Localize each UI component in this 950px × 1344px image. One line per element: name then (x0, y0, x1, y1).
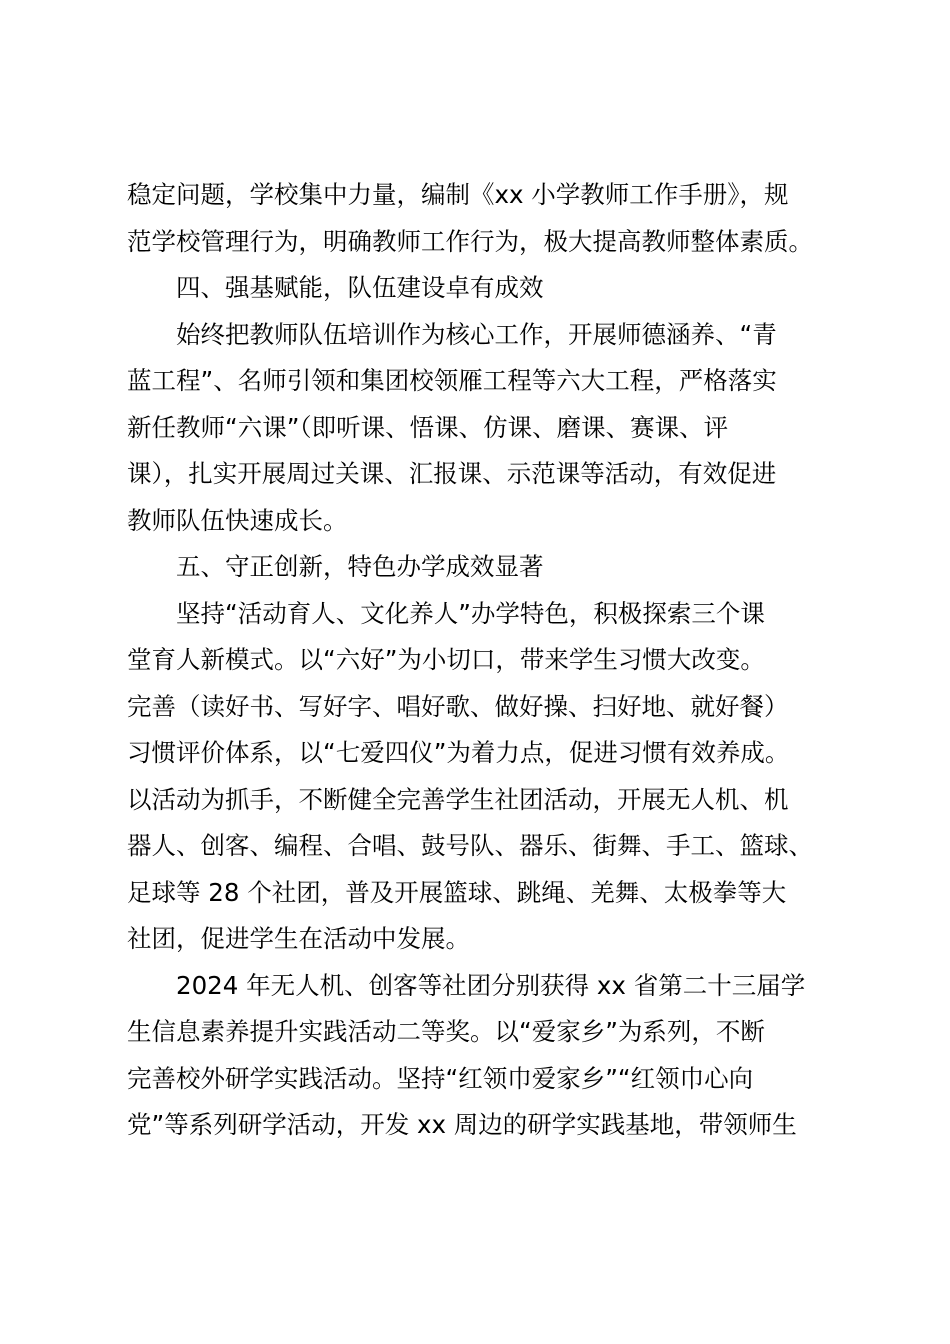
text-line: 器人、创客、编程、合唱、鼓号队、器乐、街舞、手工、篮球、 (127, 831, 813, 860)
text-line: 教师队伍快速成长。 (127, 505, 348, 535)
text-line: 稳定问题，学校集中力量，编制《xx 小学教师工作手册》，规 (127, 180, 789, 209)
document-body (127, 172, 867, 1149)
text-line: 2024 年无人机、创客等社团分别获得 xx 省第二十三届学 (176, 970, 806, 1000)
text-line: 党”等系列研学活动，开发 xx 周边的研学实践基地，带领师生 (127, 1110, 797, 1139)
text-line: 社团，促进学生在活动中发展。 (127, 924, 470, 953)
text-line: 生信息素养提升实践活动二等奖。以“爱家乡”为系列，不断 (127, 1017, 765, 1046)
section-heading: 四、强基赋能，队伍建设卓有成效 (176, 273, 544, 302)
text-line: 课），扎实开展周过关课、汇报课、示范课等活动，有效促进 (127, 459, 777, 488)
section-heading: 五、守正创新，特色办学成效显著 (176, 552, 544, 581)
text-line: 足球等 28 个社团，普及开展篮球、跳绳、羌舞、太极拳等大 (127, 877, 787, 907)
text-line: 新任教师“六课”（即听课、悟课、仿课、磨课、赛课、评 (127, 412, 729, 442)
text-line: 蓝工程”、名师引领和集团校领雁工程等六大工程，严格落实 (127, 366, 777, 395)
text-line: 坚持“活动育人、文化养人”办学特色，积极探索三个课 (176, 598, 765, 628)
text-line: 完善（读好书、写好字、唱好歌、做好操、扫好地、就好餐） (127, 691, 789, 721)
text-line: 范学校管理行为，明确教师工作行为，极大提高教师整体素质。 (127, 226, 813, 256)
text-line: 以活动为抓手，不断健全完善学生社团活动，开展无人机、机 (127, 784, 789, 814)
text-line: 始终把教师队伍培训作为核心工作，开展师德涵养、“青 (176, 319, 777, 349)
text-line: 完善校外研学实践活动。坚持“红领巾爱家乡”“红领巾心向 (127, 1063, 754, 1093)
text-line: 堂育人新模式。以“六好”为小切口，带来学生习惯大改变。 (127, 645, 765, 674)
text-line: 习惯评价体系，以“七爱四仪”为着力点，促进习惯有效养成。 (127, 738, 790, 767)
